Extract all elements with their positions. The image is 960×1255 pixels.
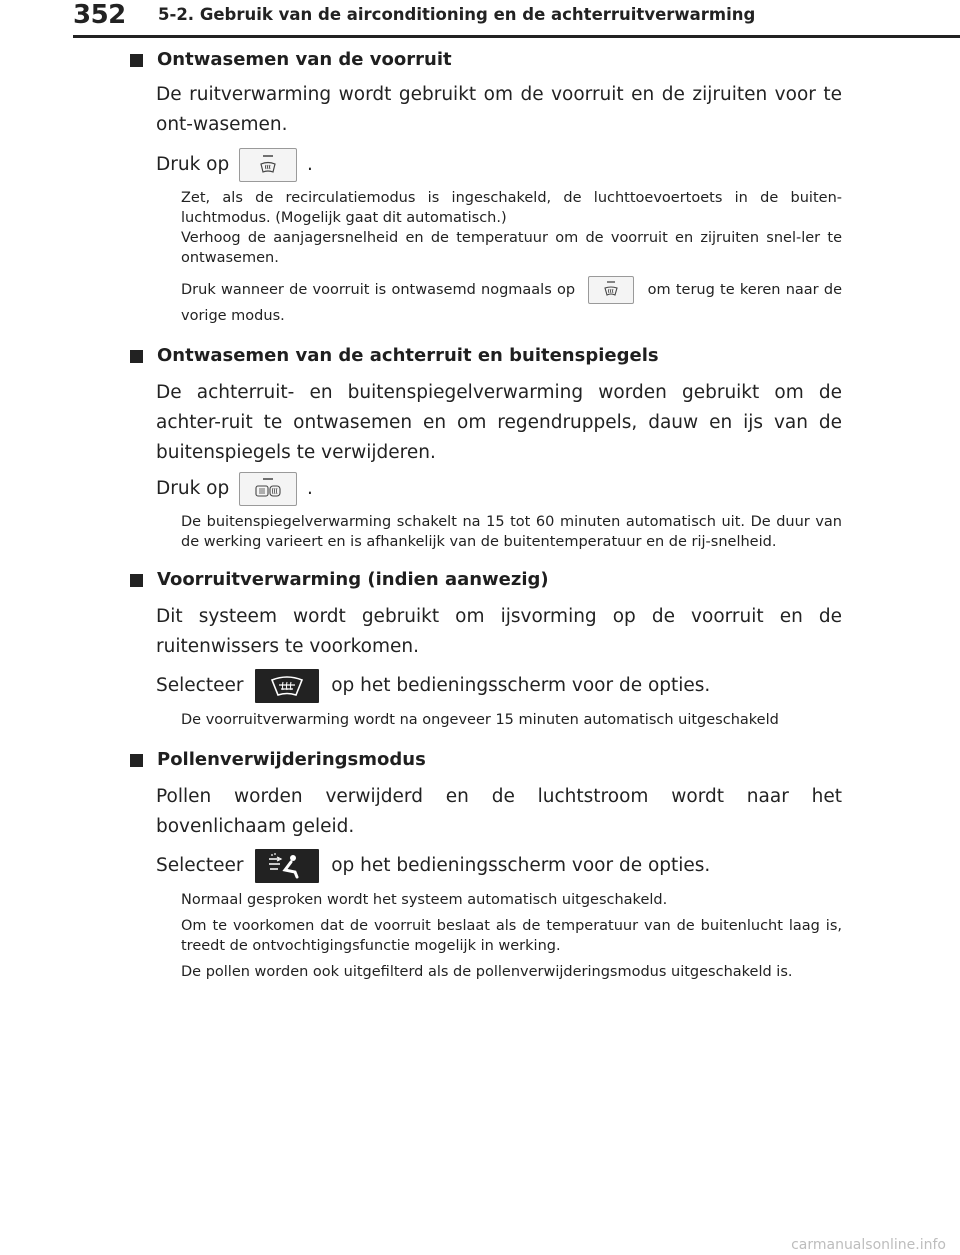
section-heading (130, 342, 842, 370)
square-bullet-icon (130, 754, 143, 767)
note-text: De buitenspiegelverwarming schakelt na 15 tot 60 minuten automatisch uit. De duur van de werking varieert en is afhankelijk van de buitentemperatuur en de rij-snelheid. (181, 514, 842, 550)
square-bullet-icon (130, 54, 143, 67)
press-end: . (307, 154, 313, 175)
press-instruction (156, 148, 842, 182)
pollen-removal-button[interactable] (255, 849, 319, 883)
note-text: Om te voorkomen dat de voorruit beslaat als de temperatuur van de buitenlucht laag is, treedt de ontvochtigingsfunctie mogelijk in werking. (181, 918, 842, 954)
page-header (0, 0, 960, 44)
select-instruction: Selecteer op het bedieningsscherm voor de opties. (156, 846, 842, 886)
heading-text: Ontwasemen van de voorruit (157, 49, 452, 70)
pollen-removal-icon (255, 849, 319, 883)
note-text: Zet, als de recirculatiemodus is ingeschakeld, de luchttoevoertoets in de buiten-luchtmodus. (Mogelijk gaat dit automatisch.) (181, 190, 842, 226)
watermark: carmanualsonline.info (791, 1237, 946, 1253)
square-bullet-icon (130, 574, 143, 587)
section-pollen-removal (130, 746, 842, 982)
body-text: De ruitverwarming wordt gebruikt om de voorruit en de zijruiten voor te ont-wasemen. (156, 84, 842, 135)
page-number: 352 (73, 0, 126, 30)
section-heading (130, 746, 842, 774)
rear-window-defog-icon (240, 473, 296, 505)
section-windshield-defog (130, 46, 842, 328)
wiper-deicer-icon (255, 669, 319, 703)
windshield-defog-icon (589, 277, 633, 303)
section-wiper-deicer (130, 566, 842, 730)
heading-text: Pollenverwijderingsmodus (157, 749, 426, 770)
rear-defog-button[interactable] (239, 472, 297, 506)
note-text: Druk wanneer de voorruit is ontwasemd nogmaals op om terug te keren naar de vorige modus. (181, 276, 842, 328)
note-text: Verhoog de aanjagersnelheid en de temperatuur om de voorruit en zijruiten snel-ler te ontwasemen. (181, 230, 842, 266)
note-text: De voorruitverwarming wordt na ongeveer 15 minuten automatisch uitgeschakeld (181, 712, 779, 728)
body-text: Pollen worden verwijderd en de luchtstroom wordt naar het bovenlichaam geleid. (156, 786, 842, 837)
press-end: . (307, 478, 313, 499)
section-title: 5-2. Gebruik van de airconditioning en de achterruitverwarming (158, 5, 756, 24)
heading-text: Ontwasemen van de achterruit en buitenspiegels (157, 345, 659, 366)
header-rule (73, 35, 960, 38)
body-text: Dit systeem wordt gebruikt om ijsvorming op de voorruit en de ruitenwissers te voorkomen. (156, 606, 842, 657)
windshield-defog-button-small[interactable] (588, 276, 634, 304)
wiper-deicer-button[interactable] (255, 669, 319, 703)
windshield-defog-button[interactable] (239, 148, 297, 182)
select-instruction: Selecteer op het bedieningsscherm voor de opties. (156, 666, 842, 706)
section-rear-defog (130, 342, 842, 552)
note-text: Normaal gesproken wordt het systeem automatisch uitgeschakeld. (181, 892, 668, 908)
press-text: Druk op (156, 478, 230, 499)
heading-text: Voorruitverwarming (indien aanwezig) (157, 569, 549, 590)
windshield-defog-icon (240, 149, 296, 181)
square-bullet-icon (130, 350, 143, 363)
section-heading (130, 46, 842, 74)
section-heading (130, 566, 842, 594)
press-instruction (156, 472, 842, 506)
page-content (130, 46, 842, 982)
body-text: De achterruit- en buitenspiegelverwarming worden gebruikt om de achter-ruit te ontwasemen en om regendruppels, dauw en ijs van de buitenspiegels te verwijderen. (156, 382, 842, 463)
press-text: Druk op (156, 154, 230, 175)
note-text: De pollen worden ook uitgefilterd als de pollenverwijderingsmodus uitgeschakeld is. (181, 964, 793, 980)
